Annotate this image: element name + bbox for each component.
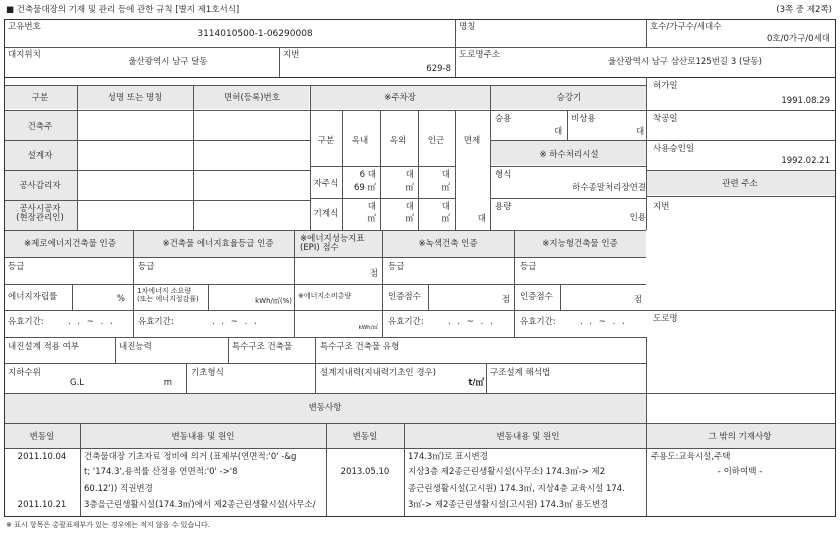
related-address-title: 관련 주소 xyxy=(722,179,758,189)
sewage-title: ※ 하수처리시설 xyxy=(539,150,599,160)
validity-value: . . ~ . . xyxy=(212,317,259,327)
special-structure-type-label: 특수구조 건축물 유형 xyxy=(320,342,400,352)
lot-value: 629-8 xyxy=(426,64,451,74)
parking-unit: 대 xyxy=(367,202,376,212)
change-date: 2011.10.21 xyxy=(17,500,67,510)
site-label: 대지위치 xyxy=(8,50,41,60)
primary-energy-label: 1차에너지 소요량 (또는 에너지절감률) xyxy=(137,287,199,303)
foundation-label: 기초형식 xyxy=(191,368,224,378)
parking-self-indoor-count: 6 대 xyxy=(359,170,376,180)
parking-unit: ㎡ xyxy=(405,214,414,224)
unique-no-label: 고유번호 xyxy=(8,22,41,32)
tm2-unit: t/㎡ xyxy=(468,378,484,388)
cert-zero-energy: ※제로에너지건축물 인증 xyxy=(24,239,116,249)
validity-label: 유효기간: xyxy=(138,317,174,327)
energy-consumption-label: ※에너지소비총량 xyxy=(298,292,352,300)
parking-mech-label: 기계식 xyxy=(313,209,339,219)
other-line: 주용도:교육시설,주택 xyxy=(651,452,731,462)
change-date: 2011.10.04 xyxy=(17,452,67,462)
change-line: 3층을근린생활시설(174.3㎡)에서 제2종근린생활시설(사무소/ xyxy=(84,500,316,510)
score-label: 인증점수 xyxy=(520,292,553,302)
changes-col-date: 변동일 xyxy=(29,432,55,442)
parking-col-exempt: 면제 xyxy=(463,136,481,146)
person-row-supervisor: 공사감리자 xyxy=(19,181,61,191)
grade-label: 등급 xyxy=(520,262,537,272)
unique-no-value: 3114010500-1-06290008 xyxy=(197,29,313,39)
elevator-unit: 대 xyxy=(636,127,645,137)
parking-unit: ㎡ xyxy=(441,214,450,224)
changes-col-date: 변동일 xyxy=(352,432,378,442)
related-road-label: 도로명 xyxy=(653,314,678,324)
changes-col-content: 변동내용 및 원인 xyxy=(496,432,560,442)
parking-unit: 대 xyxy=(441,170,450,180)
parking-unit: 대 xyxy=(405,202,414,212)
change-line: 종근린생활시설(고시원) 174.3㎡, 지상4층 교육시설 174. xyxy=(408,484,625,494)
cert-intelligent: ※지능형건축물 인증 xyxy=(542,239,618,249)
permit-date-value: 1991.08.29 xyxy=(781,96,830,106)
sewage-type-value: 하수종말처리장연결 xyxy=(572,183,646,193)
change-line: t; '174.3',용적률 산정용 연면적:'0' ->'8 xyxy=(84,467,238,477)
road-value: 울산광역시 남구 삼산로125번길 3 (달동) xyxy=(607,57,762,67)
score-unit: 점 xyxy=(501,295,510,305)
person-row-constructor: 공사시공자 (현장관리인) xyxy=(16,204,64,224)
parking-unit: 대 xyxy=(441,202,450,212)
cert-energy-efficiency: ※건축물 에너지효율등급 인증 xyxy=(162,239,274,249)
change-line: 3㎡-> 제2종근린생활시설(고시원) 174.3㎡ 용도변경 xyxy=(408,500,609,510)
parking-self-indoor-area: 69 ㎡ xyxy=(353,183,376,193)
special-structure-label: 특수구조 건축물 xyxy=(232,342,293,352)
grade-label: 등급 xyxy=(138,262,155,272)
elevator-unit: 대 xyxy=(554,127,563,137)
consumption-unit: kWh/㎡ xyxy=(358,325,378,331)
parking-col-type: 구분 xyxy=(317,136,335,146)
sewage-capacity-label: 용량 xyxy=(495,202,512,212)
validity-label: 유효기간: xyxy=(520,317,556,327)
units-value: 0호/0가구/0세대 xyxy=(766,34,830,44)
validity-label: 유효기간: xyxy=(8,317,44,327)
parking-col-nearby: 인근 xyxy=(427,136,445,146)
parking-title: ※주차장 xyxy=(384,93,416,103)
approval-date-value: 1992.02.21 xyxy=(781,156,830,166)
validity-label: 유효기간: xyxy=(388,317,424,327)
name-label: 명칭 xyxy=(459,22,476,32)
parking-col-outdoor: 옥외 xyxy=(389,136,407,146)
elevator-emergency-label: 비상용 xyxy=(571,114,596,124)
gl-label: G.L xyxy=(70,378,85,388)
sewage-capacity-unit: 인용 xyxy=(629,213,646,223)
other-line: - 이하여백 - xyxy=(717,467,763,477)
cert-epi: ※에너지성능지표(EPI) 점수 xyxy=(300,234,365,253)
changes-col-other: 그 밖의 기재사항 xyxy=(708,432,772,442)
persons-col-name: 성명 또는 명칭 xyxy=(107,93,163,103)
parking-self-label: 자주식 xyxy=(313,179,339,189)
parking-unit: ㎡ xyxy=(441,183,450,193)
person-row-designer: 설계자 xyxy=(27,151,53,161)
changes-col-content: 변동내용 및 원인 xyxy=(171,432,235,442)
parking-col-indoor: 옥내 xyxy=(351,136,369,146)
groundwater-label: 지하수위 xyxy=(8,368,41,378)
units-label: 호수/가구수/세대수 xyxy=(650,22,722,32)
elevator-title: 승강기 xyxy=(556,93,582,103)
change-line: 건축물대장 기초자료 정비에 의거 (표제부(연면적:'0' -&g xyxy=(84,452,297,462)
score-unit: 점 xyxy=(633,295,642,305)
self-sufficiency-label: 에너지자립률 xyxy=(8,292,58,302)
parking-unit: 대 xyxy=(405,170,414,180)
meter-unit: m xyxy=(163,378,172,388)
validity-value: . . ~ . . xyxy=(448,317,495,327)
change-date: 2013.05.10 xyxy=(340,467,390,477)
design-bearing-label: 설계지내력(지내력기초인 경우) xyxy=(320,368,437,378)
approval-date-label: 사용승인일 xyxy=(653,144,695,154)
changes-title: 변동사항 xyxy=(308,403,342,413)
persons-col-license: 면허(등록)번호 xyxy=(224,93,280,103)
validity-value: . . ~ . . xyxy=(68,317,115,327)
change-line: 지상3층 제2종근린생활시설(사무소) 174.3㎡-> 제2 xyxy=(408,467,606,477)
fire-design-label: 내진설계 적용 여부 xyxy=(8,342,80,352)
permit-date-label: 허가일 xyxy=(653,81,678,91)
change-line: 60.12')) 직권변경 xyxy=(84,484,153,494)
footer-note: ※ 표시 항목은 총괄표제부가 있는 경우에는 적지 않을 수 있습니다. xyxy=(6,521,210,529)
lot-label: 지번 xyxy=(283,50,300,60)
validity-value: . . ~ . . xyxy=(580,317,627,327)
primary-energy-unit: kWh/㎡(%) xyxy=(255,297,292,305)
sewage-type-label: 형식 xyxy=(495,170,512,180)
parking-unit: ㎡ xyxy=(405,183,414,193)
score-unit: 점 xyxy=(369,269,378,279)
related-lot-label: 지번 xyxy=(653,202,670,212)
grade-label: 등급 xyxy=(388,262,405,272)
parking-unit: ㎡ xyxy=(367,214,376,224)
site-value: 울산광역시 남구 달동 xyxy=(128,57,208,67)
grade-label: 등급 xyxy=(8,262,25,272)
road-label: 도로명주소 xyxy=(459,50,501,60)
fire-capacity-label: 내진능력 xyxy=(119,342,152,352)
elevator-passenger-label: 승용 xyxy=(495,114,512,124)
form-title: ■ 건축물대장의 기재 및 관리 등에 관한 규칙 [별지 제1호서식] xyxy=(6,5,240,15)
persons-col-type: 구분 xyxy=(31,93,49,103)
page-indicator: (3쪽 중 제2쪽) xyxy=(776,5,832,15)
structural-analysis-label: 구조설계 해석법 xyxy=(490,368,551,378)
score-label: 인증점수 xyxy=(388,292,421,302)
start-date-label: 착공일 xyxy=(653,114,678,124)
percent-unit: % xyxy=(116,294,125,304)
parking-unit: 대 xyxy=(477,214,486,224)
cert-green: ※녹색건축 인증 xyxy=(418,239,478,249)
change-line: 174.3㎡)로 표시변경 xyxy=(408,452,488,462)
person-row-owner: 건축주 xyxy=(27,122,53,132)
